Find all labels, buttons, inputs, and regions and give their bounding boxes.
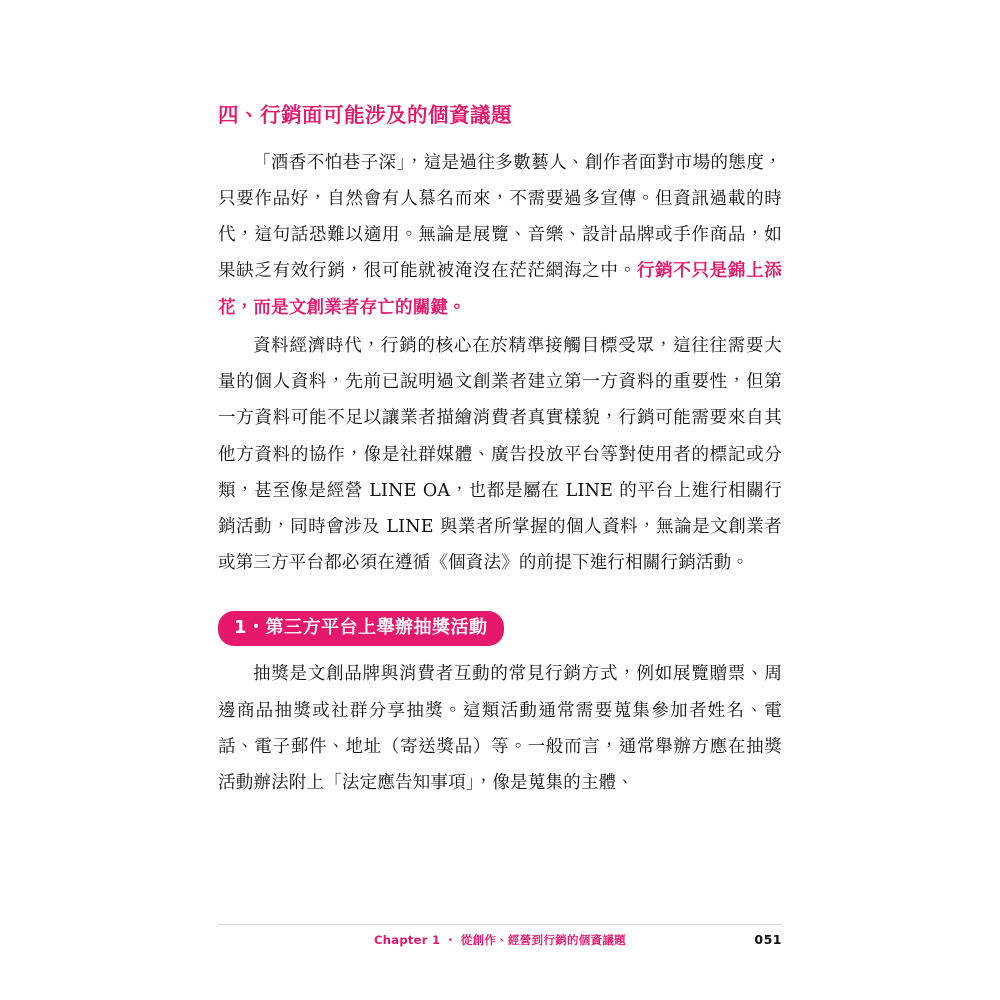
paragraph-2 bbox=[218, 328, 782, 582]
section-heading: 四、行銷面可能涉及的個資議題 bbox=[218, 103, 512, 127]
subheading-badge: 1・第三方平台上舉辦抽獎活動 bbox=[218, 611, 504, 646]
paragraph-2-text: 資料經濟時代，行銷的核心在於精準接觸目標受眾，這往往需要大量的個人資料，先前已說明過文創業者建立第一方資料的重要性，但第一方資料可能不足以讓業者描繪消費者真實樣貌，行銷可能需要來自其他方資料的協作，像是社群媒體、廣告投放平台等對使用者的標記或分類，甚至像是經營 LINE OA，也都是屬在 LINE 的平台上進行相關行銷活動，同時會涉及 LINE 與業者所掌握的個人資料，無論是文創業者或第三方平台都必須在遵循《個資法》的前提下進行相關行銷活動。 bbox=[218, 335, 782, 574]
footer-divider bbox=[218, 924, 782, 925]
subheading-wrapper bbox=[218, 611, 782, 646]
paragraph-1-text: 「酒香不怕巷子深」，這是過往多數藝人、創作者面對市場的態度，只要作品好，自然會有人慕名而來，不需要過多宣傳。但資訊過載的時代，這句話恐難以適用。無論是展覽、音樂、設計品牌或手作商品，如果缺乏有效行銷，很可能就被淹沒在茫茫網海之中。 bbox=[218, 152, 782, 282]
page-footer bbox=[0, 924, 1000, 948]
paragraph-3 bbox=[218, 656, 782, 801]
footer-chapter-label: Chapter 1 ・ 從創作、經營到行銷的個資議題 bbox=[374, 933, 626, 947]
footer-content bbox=[218, 932, 782, 948]
footer-page-number: 051 bbox=[754, 932, 782, 947]
paragraph-3-text: 抽獎是文創品牌與消費者互動的常見行銷方式，例如展覽贈票、周邊商品抽獎或社群分享抽獎。這類活動通常需要蒐集參加者姓名、電話、電子郵件、地址（寄送獎品）等。一般而言，通常舉辦方應在抽獎活動辦法附上「法定應告知事項」，像是蒐集的主體、 bbox=[218, 664, 782, 794]
page-content bbox=[218, 100, 782, 801]
paragraph-1 bbox=[218, 145, 782, 326]
paragraph-1-highlight: 行銷不只是錦上添花，而是文創業者存亡的關鍵。 bbox=[218, 261, 782, 318]
